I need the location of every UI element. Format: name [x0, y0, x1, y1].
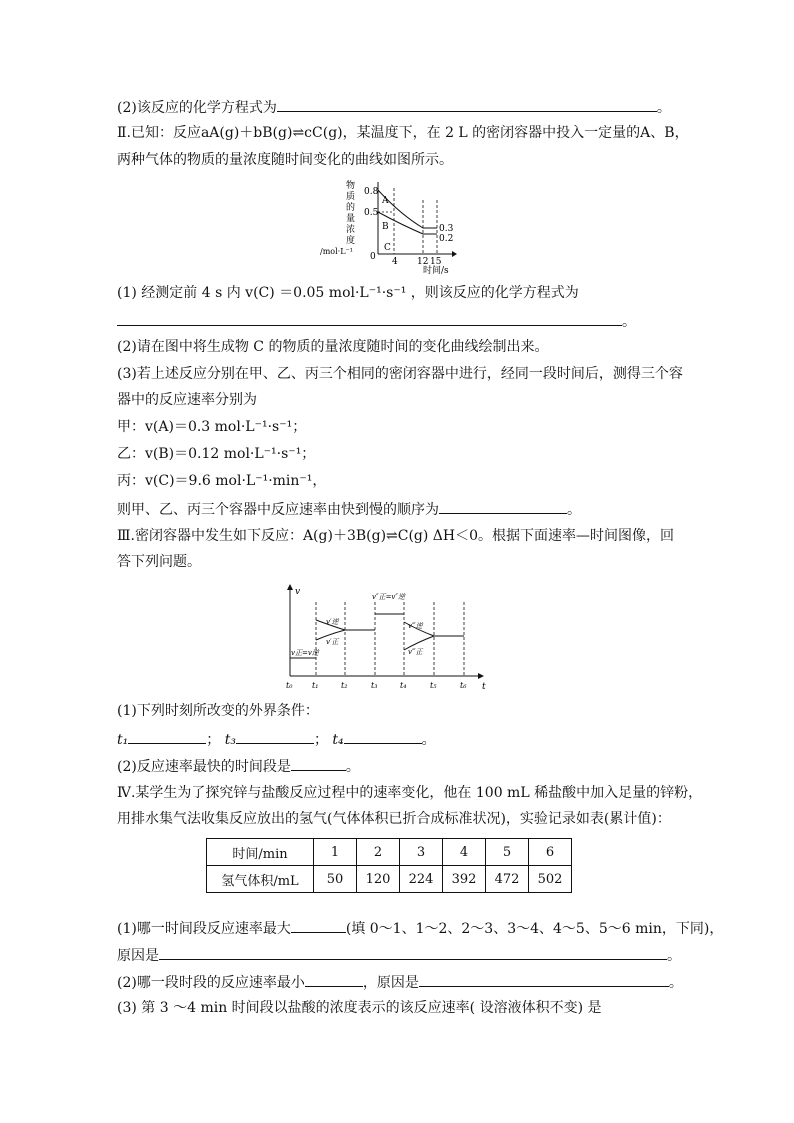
- t-tick: t₃: [371, 681, 378, 690]
- rate-yi: 乙：v(B)＝0.12 mol·L⁻¹·s⁻¹；: [117, 446, 316, 462]
- part3-q2: (2)反应速率最快的时间段是 。: [117, 756, 360, 776]
- ytick: 0.5: [364, 208, 379, 218]
- label-C: C: [384, 243, 391, 253]
- answer-blank[interactable]: [277, 97, 657, 112]
- part2-q1: (1) 经测定前 4 s 内 v(C) ＝0.05 mol·L⁻¹·s⁻¹ ，则该反应的化学方程式为: [117, 285, 579, 301]
- ylabel-char: 物: [346, 181, 356, 191]
- answer-blank[interactable]: [159, 945, 667, 960]
- hydrogen-volume-table: [206, 838, 572, 893]
- table-cell: 2: [357, 839, 400, 866]
- y-unit: /mol·L⁻¹: [320, 247, 353, 256]
- ylabel-char: 的: [346, 203, 356, 213]
- part2-q3-1: (3)若上述反应分别在甲、乙、丙三个相同的密闭容器中进行，经同一段时间后，测得三个容: [117, 366, 683, 382]
- table-cell: 50: [314, 866, 357, 893]
- part3-intro-1: Ⅲ.密闭容器中发生如下反应：A(g)＋3B(g)⇌C(g) ΔH＜0。根据下面速率—时间图像，回: [117, 528, 675, 544]
- t-tick: t₂: [341, 681, 348, 690]
- x-arrow: [452, 251, 457, 257]
- ytick: 0.8: [364, 187, 379, 197]
- table-cell: 5: [486, 839, 529, 866]
- table-cell: 氢气体积/mL: [207, 866, 314, 893]
- part2-q2: (2)请在图中将生成物 C 的物质的量浓度随时间的变化曲线绘制出来。: [117, 339, 549, 355]
- table-cell: 时间/min: [207, 839, 314, 866]
- v-label: v: [295, 587, 301, 597]
- table-cell: 472: [486, 866, 529, 893]
- table-cell: 6: [529, 839, 572, 866]
- value-label: 0.3: [439, 224, 454, 234]
- part0-q2: (2)该反应的化学方程式为 。: [117, 97, 671, 117]
- t-tick: t₅: [430, 681, 437, 690]
- table-cell: 224: [400, 866, 443, 893]
- t-arrow: [478, 673, 484, 679]
- rate-time-graph: [282, 582, 492, 694]
- xlabel: 时间/s: [423, 266, 449, 276]
- concentration-time-graph: [320, 178, 470, 276]
- xtick: 0: [370, 252, 376, 262]
- part4-q1-reason: 原因是 。: [117, 945, 681, 965]
- ylabel-char: 度: [346, 236, 356, 246]
- xtick: 12: [417, 257, 429, 267]
- table-cell: 120: [357, 866, 400, 893]
- table-row: [207, 866, 572, 893]
- rate-jia: 甲：v(A)＝0.3 mol·L⁻¹·s⁻¹；: [117, 419, 307, 435]
- part3-q1-blanks: t₁ ； t₃ ； t₄ 。: [117, 729, 436, 749]
- part2-order: 则甲、乙、丙三个容器中反应速率由快到慢的顺序为 。: [117, 499, 581, 519]
- rate-label: v‴正: [408, 648, 423, 656]
- rate-label: v正=v逆: [291, 649, 319, 657]
- part4-intro-2: 用排水集气法收集反应放出的氢气(气体体积已折合成标准状况)，实验记录如表(累计值)：: [117, 811, 671, 827]
- rate-label: v′逆: [326, 618, 339, 626]
- label-B: B: [382, 222, 389, 232]
- answer-blank[interactable]: [117, 311, 622, 326]
- part2-q1-answer: 。: [117, 311, 636, 331]
- table-cell: 4: [443, 839, 486, 866]
- part2-q3-2: 器中的反应速率分别为: [117, 392, 257, 408]
- t-tick: t₀: [286, 681, 293, 690]
- table-cell: 3: [400, 839, 443, 866]
- answer-blank[interactable]: [291, 756, 346, 771]
- xtick: 4: [392, 257, 398, 267]
- t-tick: t₄: [400, 681, 407, 690]
- table-cell: 1: [314, 839, 357, 866]
- ylabel-char: 浓: [346, 225, 356, 235]
- t-tick: t₆: [460, 681, 467, 690]
- part2-intro-1: Ⅱ.已知：反应aA(g)＋bB(g)⇌cC(g)，某温度下，在 2 L 的密闭容器中投入一定量的A、B，: [117, 125, 689, 141]
- part4-q3: (3) 第 3 ～4 min 时间段以盐酸的浓度表示的该反应速率( 设溶液体积不变) 是: [117, 1000, 602, 1016]
- label-A: A: [382, 196, 389, 206]
- rate-label: v′正: [326, 638, 339, 646]
- rate-bing: 丙：v(C)＝9.6 mol·L⁻¹·min⁻¹，: [117, 473, 327, 489]
- part3-intro-2: 答下列问题。: [117, 554, 201, 570]
- answer-blank[interactable]: [236, 729, 314, 744]
- rate-label: v″正=v″逆: [372, 593, 406, 601]
- ylabel-char: 量: [346, 214, 356, 224]
- table-row: [207, 839, 572, 866]
- rate-label: v‴逆: [408, 622, 423, 630]
- t-tick: t₁: [312, 681, 319, 690]
- part4-q1: (1)哪一时间段反应速率最大 (填 0～1、1～2、2～3、3～4、4～5、5～6 min，下同)，: [117, 918, 723, 938]
- xtick: 15: [430, 257, 442, 267]
- part4-q2: (2)哪一段时段的反应速率最小 ，原因是 。: [117, 972, 683, 992]
- answer-blank[interactable]: [419, 972, 669, 987]
- table-cell: 392: [443, 866, 486, 893]
- value-label: 0.2: [439, 234, 454, 244]
- answer-blank[interactable]: [439, 499, 567, 514]
- ylabel-char: 质: [346, 192, 356, 202]
- part3-q1: (1)下列时刻所改变的外界条件：: [117, 703, 319, 719]
- table-cell: 502: [529, 866, 572, 893]
- answer-blank[interactable]: [291, 918, 346, 933]
- answer-blank[interactable]: [128, 729, 206, 744]
- answer-blank[interactable]: [305, 972, 363, 987]
- part2-intro-2: 两种气体的物质的量浓度随时间变化的曲线如图所示。: [117, 152, 453, 168]
- answer-blank[interactable]: [344, 729, 422, 744]
- v-arrow: [287, 584, 293, 590]
- t-label: t: [482, 682, 486, 692]
- part4-intro-1: Ⅳ.某学生为了探究锌与盐酸反应过程中的速率变化，他在 100 mL 稀盐酸中加入足量的锌粉，: [117, 785, 703, 801]
